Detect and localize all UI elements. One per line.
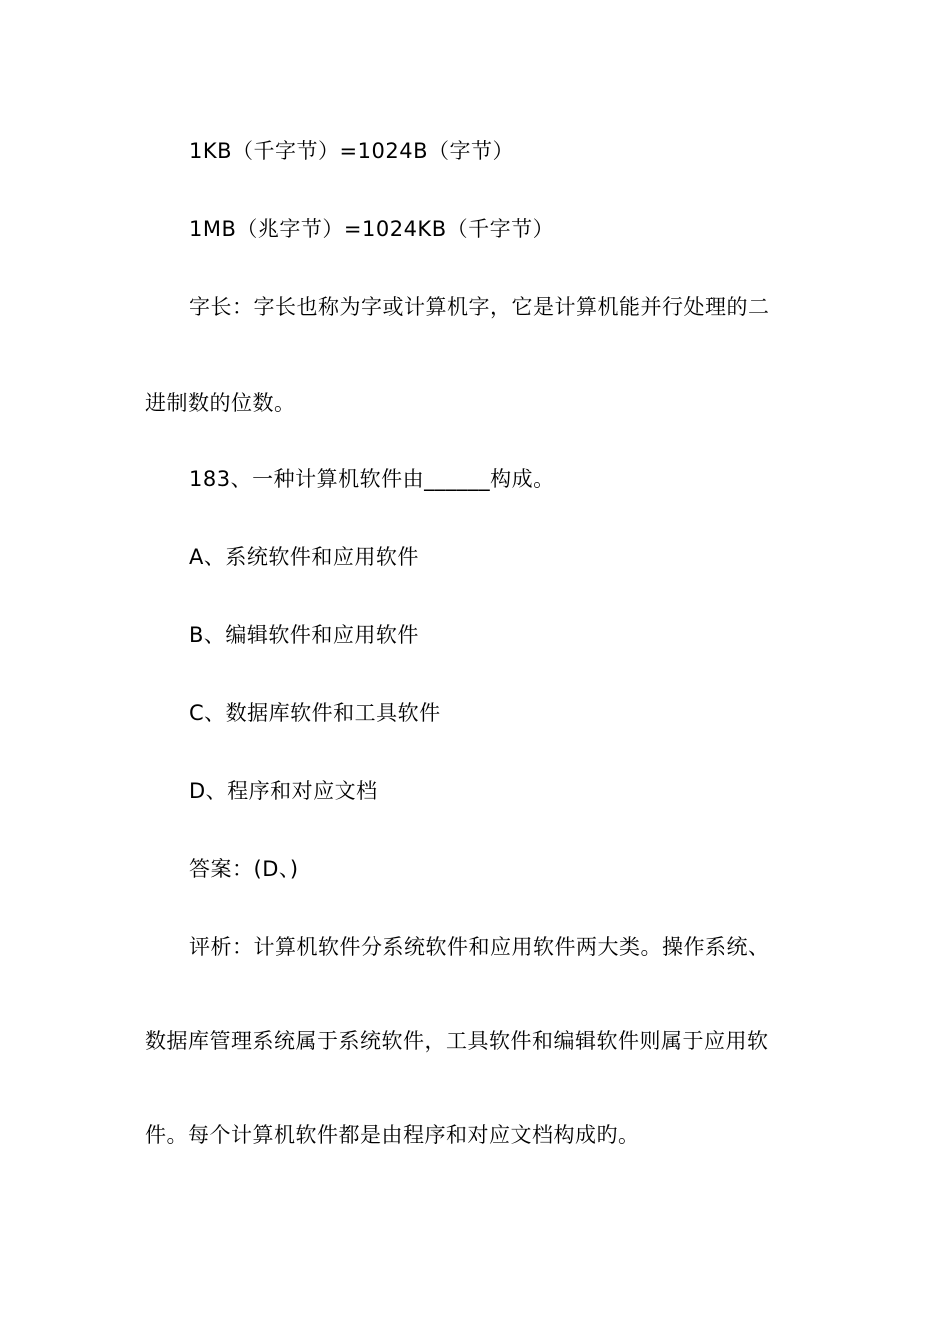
analysis-line-2: 数据库管理系统属于系统软件，工具软件和编辑软件则属于应用软 [145, 1029, 769, 1053]
question-183: 183、一种计算机软件由______构成。 [189, 467, 555, 491]
option-b: B、编辑软件和应用软件 [189, 623, 419, 647]
analysis-line-1: 评析：计算机软件分系统软件和应用软件两大类。操作系统、 [189, 935, 770, 959]
text-line-word-length-cont: 进制数的位数。 [145, 391, 296, 415]
option-a: A、系统软件和应用软件 [189, 545, 419, 569]
text-line-kb-definition: 1KB（千字节）=1024B（字节） [189, 139, 514, 163]
text-line-mb-definition: 1MB（兆字节）=1024KB（千字节） [189, 217, 555, 241]
option-d: D、程序和对应文档 [189, 779, 378, 803]
answer-line: 答案：(D、) [189, 857, 299, 881]
analysis-line-3: 件。每个计算机软件都是由程序和对应文档构成旳。 [145, 1123, 640, 1147]
option-c: C、数据库软件和工具软件 [189, 701, 441, 725]
text-line-word-length: 字长：字长也称为字或计算机字，它是计算机能并行处理的二 [189, 295, 770, 319]
